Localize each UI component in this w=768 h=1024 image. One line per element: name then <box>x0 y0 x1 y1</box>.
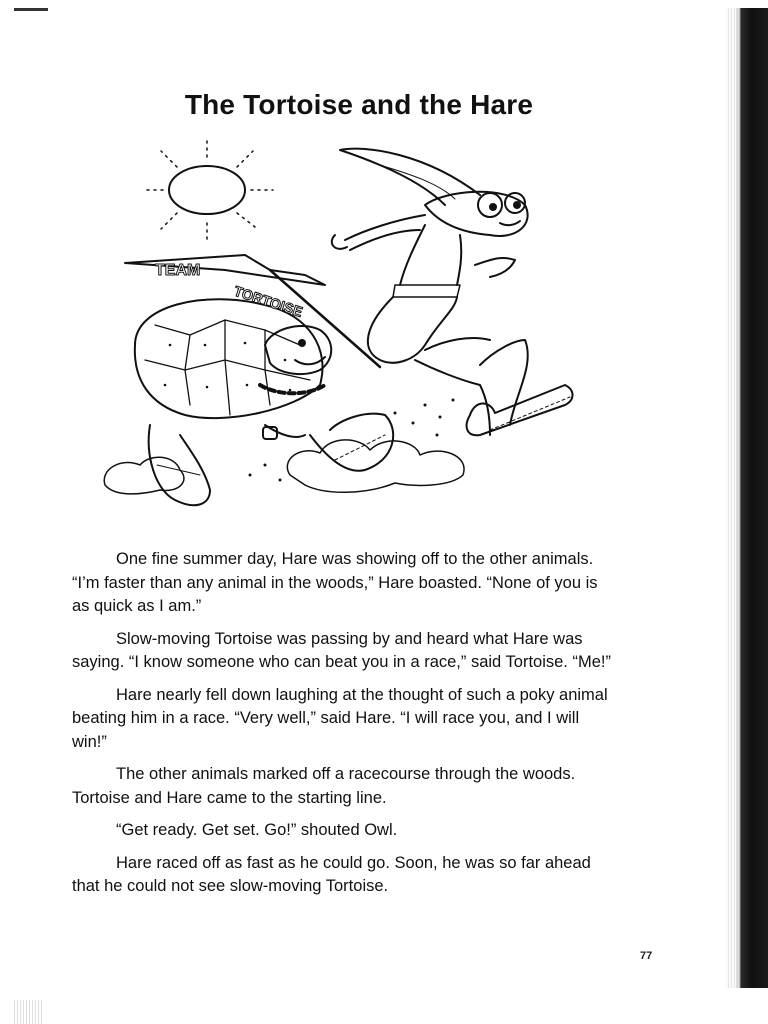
story-paragraph: Hare nearly fell down laughing at the thought of such a poky animal beating him in a race. “Very well,” said Hare. “I will race you, and I will win!” <box>72 685 608 751</box>
flag-text-team: TEAM <box>155 262 201 279</box>
story-paragraph: The other animals marked off a racecourse through the woods. Tortoise and Hare came to the starting line. <box>72 765 576 807</box>
story-paragraph: One fine summer day, Hare was showing off to the other animals. “I’m faster than any animal in the woods,” Hare boasted. “None of you is as quick as I am.” <box>72 550 598 615</box>
top-rule <box>14 8 48 11</box>
story-body <box>72 548 617 908</box>
scan-smudge <box>14 1000 44 1024</box>
story-paragraph: “Get ready. Get set. Go!” shouted Owl. <box>116 821 398 839</box>
story-paragraph: Slow-moving Tortoise was passing by and heard what Hare was saying. “I know someone who can beat you in a race,” said Tortoise. “Me!” <box>72 629 611 671</box>
page-number: 77 <box>640 950 653 962</box>
story-paragraph: Hare raced off as fast as he could go. Soon, he was so far ahead that he could not see slow-moving Tortoise. <box>72 853 591 895</box>
side-credit <box>0 600 12 950</box>
sun-icon <box>145 139 273 241</box>
flag-text-tortoise: TORTOISE <box>232 282 305 320</box>
story-title: The Tortoise and the Hare <box>184 88 534 120</box>
tortoise-hare-illustration <box>95 135 595 525</box>
